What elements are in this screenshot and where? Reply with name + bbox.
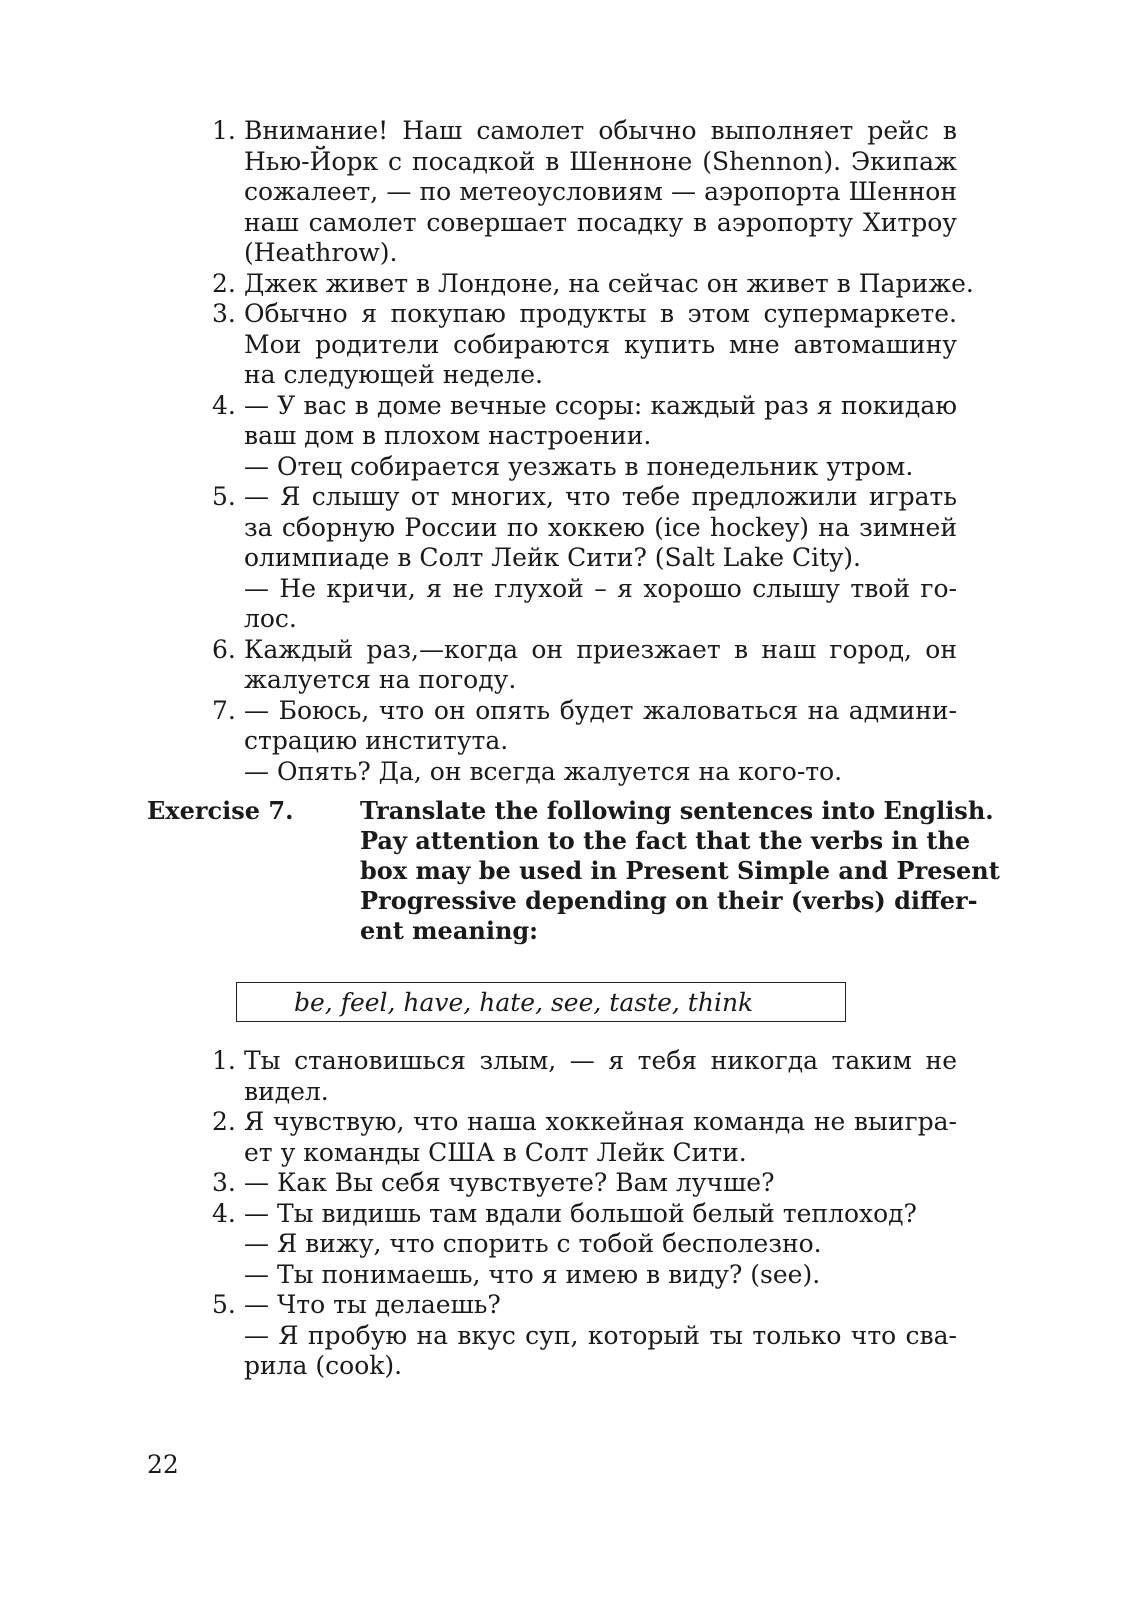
list-item [212, 1046, 957, 1107]
verb-word-box [236, 982, 846, 1022]
instruction-line: ent meaning: [360, 916, 539, 945]
sentence-line: — Боюсь, что он опять будет жаловаться на админи- [244, 695, 957, 725]
item-number: 6. [212, 634, 236, 664]
item-number: 1. [212, 1046, 236, 1075]
sentence-line: Мои родители собираются купить мне автомашину [244, 329, 957, 359]
sentence-line: — Что ты делаешь? [244, 1290, 501, 1319]
exercise-instruction [360, 796, 1000, 946]
list-item [212, 1107, 957, 1168]
list-item [212, 1290, 957, 1382]
list-item [212, 116, 957, 269]
sentence-line: за сборную России по хоккею (ice hockey) на зимней [244, 512, 957, 542]
list-item [212, 268, 974, 300]
item-number: 3. [212, 299, 236, 328]
item-number: 7. [212, 695, 236, 725]
sentence-line: Нью-Йорк с посадкой в Шенноне (Shennon). Экипаж [244, 146, 957, 176]
sentence-line: — Как Вы себя чувствуете? Вам лучше? [244, 1168, 775, 1197]
dialogue-reply-line: — Я пробую на вкус суп, который ты только что сва- [244, 1320, 957, 1350]
dialogue-reply-line: лос. [244, 604, 297, 633]
sentence-line: страцию института. [244, 726, 509, 755]
list-item [212, 1168, 957, 1199]
item-number: 1. [212, 116, 236, 145]
instruction-line: box may be used in Present Simple and Present [360, 856, 1000, 885]
item-number: 5. [212, 1290, 236, 1319]
sentence-line: Каждый раз,—когда он приезжает в наш город, он [244, 634, 957, 664]
sentence-line: сожалеет, — по метеоусловиям — аэропорта Шеннон [244, 177, 957, 206]
list-item [212, 299, 957, 391]
sentence-line: на следующей неделе. [244, 360, 543, 389]
sentence-line: ваш дом в плохом настроении. [244, 421, 652, 450]
sentence-line: — У вас в доме вечные ссоры: каждый раз я покидаю [244, 390, 957, 420]
item-number: 2. [212, 268, 236, 298]
dialogue-reply-line: рила (cook). [244, 1351, 403, 1380]
item-number: 5. [212, 482, 236, 511]
sentence-list-exercise-7 [212, 1046, 957, 1382]
instruction-line: Progressive depending on their (verbs) differ- [360, 886, 978, 915]
sentence-line: Внимание! Наш самолет обычно выполняет рейс в [244, 116, 957, 145]
dialogue-reply-line: — Ты понимаешь, что я имею в виду? (see). [244, 1259, 821, 1289]
page-number: 22 [147, 1450, 179, 1479]
list-item [212, 635, 957, 696]
instruction-line: Pay attention to the fact that the verbs in the [360, 826, 971, 855]
sentence-line: — Я слышу от многих, что тебе предложили играть [244, 482, 957, 511]
sentence-line: жалуется на погоду. [244, 665, 517, 694]
instruction-line: Translate the following sentences into English. [360, 796, 994, 825]
sentence-line: наш самолет совершает посадку в аэропорту Хитроу [244, 207, 957, 237]
sentence-line: — Ты видишь там вдали большой белый теплоход? [244, 1198, 917, 1228]
dialogue-reply-line: — Опять? Да, он всегда жалуется на кого-то. [244, 756, 843, 786]
item-number: 4. [212, 390, 236, 420]
list-item [212, 482, 957, 635]
dialogue-reply-line: — Я вижу, что спорить с тобой бесполезно. [244, 1229, 822, 1258]
sentence-line: Обычно я покупаю продукты в этом супермаркете. [244, 299, 957, 328]
item-number: 2. [212, 1107, 236, 1136]
dialogue-reply-line: — Отец собирается уезжать в понедельник утром. [244, 451, 914, 481]
sentence-list-exercise-6 [212, 116, 974, 787]
sentence-line: (Heathrow). [244, 238, 398, 267]
sentence-line: Ты становишься злым, — я тебя никогда таким не [244, 1046, 957, 1075]
sentence-line: ет у команды США в Солт Лейк Сити. [244, 1137, 747, 1167]
item-number: 4. [212, 1198, 236, 1228]
sentence-line: видел. [244, 1076, 329, 1106]
list-item [212, 696, 957, 788]
exercise-label: Exercise 7. [147, 796, 294, 825]
list-item [212, 1199, 957, 1291]
sentence-line: олимпиаде в Солт Лейк Сити? (Salt Lake City). [244, 543, 861, 572]
verb-list: be, feel, have, hate, see, taste, think [294, 988, 754, 1017]
item-number: 3. [212, 1168, 236, 1197]
list-item [212, 391, 957, 483]
sentence-line: Джек живет в Лондоне, на сейчас он живет в Париже. [244, 268, 974, 298]
sentence-line: Я чувствую, что наша хоккейная команда не выигра- [244, 1107, 957, 1136]
dialogue-reply-line: — Не кричи, я не глухой – я хорошо слышу твой го- [244, 573, 957, 603]
